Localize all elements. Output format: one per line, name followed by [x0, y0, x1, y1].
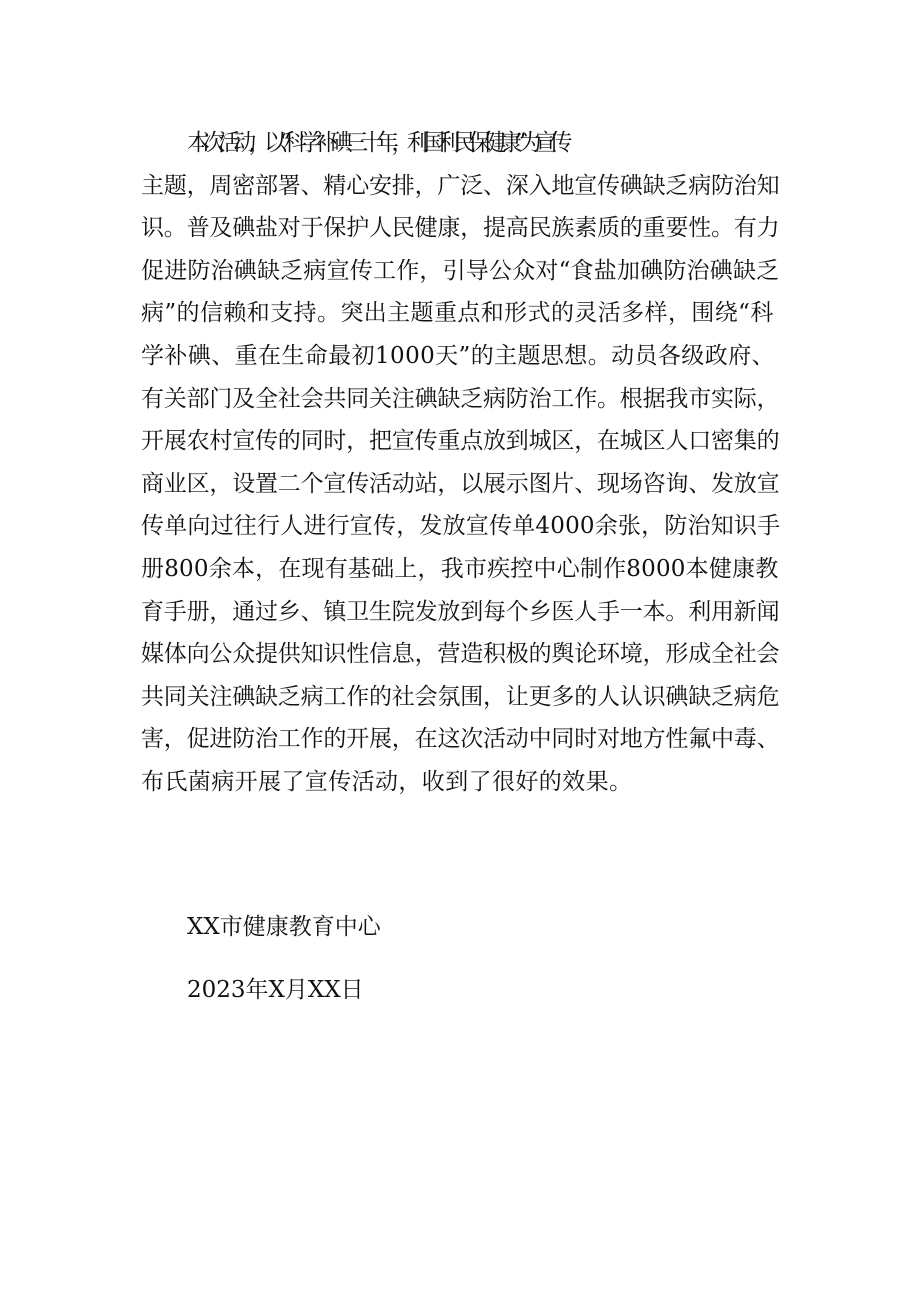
paragraph-line: 本次活动，以“科学补碘三十年，利国利民保健康”为宣传 [187, 130, 565, 156]
paragraph-line: 开展农村宣传的同时，把宣传重点放到城区，在城区人口密集的 [141, 428, 780, 455]
paragraph-line: 有关部门及全社会共同关注碘缺乏病防治工作。根据我市实际， [141, 385, 780, 412]
paragraph-line: 识。普及碘盐对于保护人民健康，提高民族素质的重要性。有力 [141, 215, 780, 242]
paragraph-line: 商业区，设置二个宣传活动站，以展示图片、现场咨询、发放宣 [141, 470, 780, 497]
paragraph-line: 促进防治碘缺乏病宣传工作，引导公众对“食盐加碘防治碘缺乏 [141, 257, 780, 284]
paragraph-line: 传单向过往行人进行宣传，发放宣传单4000余张，防治知识手 [141, 513, 781, 540]
paragraph-line: 害，促进防治工作的开展，在这次活动中同时对地方性氟中毒、 [141, 726, 780, 753]
paragraph-line: 布氏菌病开展了宣传活动，收到了很好的效果。 [141, 768, 633, 795]
body-paragraph [141, 122, 781, 804]
paragraph-line: 册800余本，在现有基础上，我市疾控中心制作8000本健康教 [141, 555, 779, 582]
paragraph-line: 病”的信赖和支持。突出主题重点和形式的灵活多样，围绕“科 [141, 300, 774, 327]
paragraph-line: 共同关注碘缺乏病工作的社会氛围，让更多的人认识碘缺乏病危 [141, 683, 780, 710]
paragraph-line: 媒体向公众提供知识性信息，营造积极的舆论环境，形成全社会 [141, 641, 780, 668]
signature-organization: XX市健康教育中心 [187, 914, 381, 940]
signature-date: 2023年X月XX日 [187, 977, 364, 1003]
paragraph-line: 学补碘、重在生命最初1000天”的主题思想。动员各级政府、 [141, 342, 775, 369]
paragraph-line: 育手册，通过乡、镇卫生院发放到每个乡医人手一本。利用新闻 [141, 598, 780, 625]
paragraph-line: 主题，周密部署、精心安排，广泛、深入地宣传碘缺乏病防治知 [141, 172, 780, 199]
